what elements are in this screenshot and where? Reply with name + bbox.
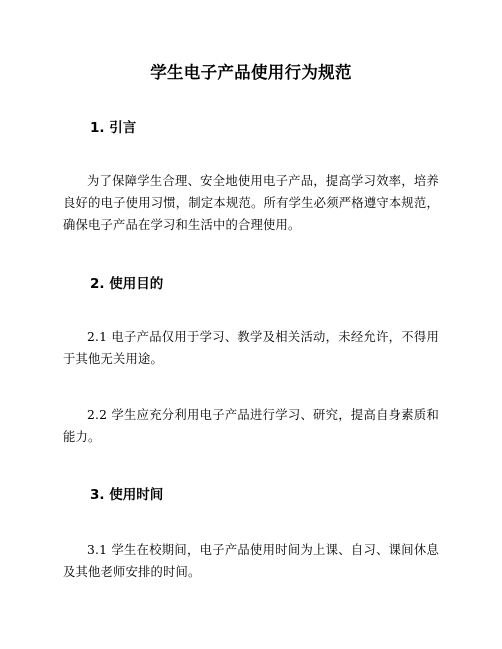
paragraph-purpose-2-1: 2.1 电子产品仅用于学习、教学及相关活动，未经允许，不得用于其他无关用途。 [63, 330, 439, 366]
paragraph-purpose-2-2: 2.2 学生应充分利用电子产品进行学习、研究，提高自身素质和能力。 [63, 408, 439, 444]
section-heading-introduction: 1. 引言 [90, 120, 137, 136]
section-heading-purpose: 2. 使用目的 [90, 276, 164, 292]
document-title: 学生电子产品使用行为规范 [150, 63, 352, 82]
paragraph-introduction: 为了保障学生合理、安全地使用电子产品，提高学习效率，培养良好的电子使用习惯，制定本规范。所有学生必须严格遵守本规范，确保电子产品在学习和生活中的合理使用。 [63, 174, 439, 232]
section-heading-usage-time: 3. 使用时间 [90, 487, 164, 503]
paragraph-usage-time-3-1: 3.1 学生在校期间，电子产品使用时间为上课、自习、课间休息及其他老师安排的时间。 [63, 543, 439, 579]
